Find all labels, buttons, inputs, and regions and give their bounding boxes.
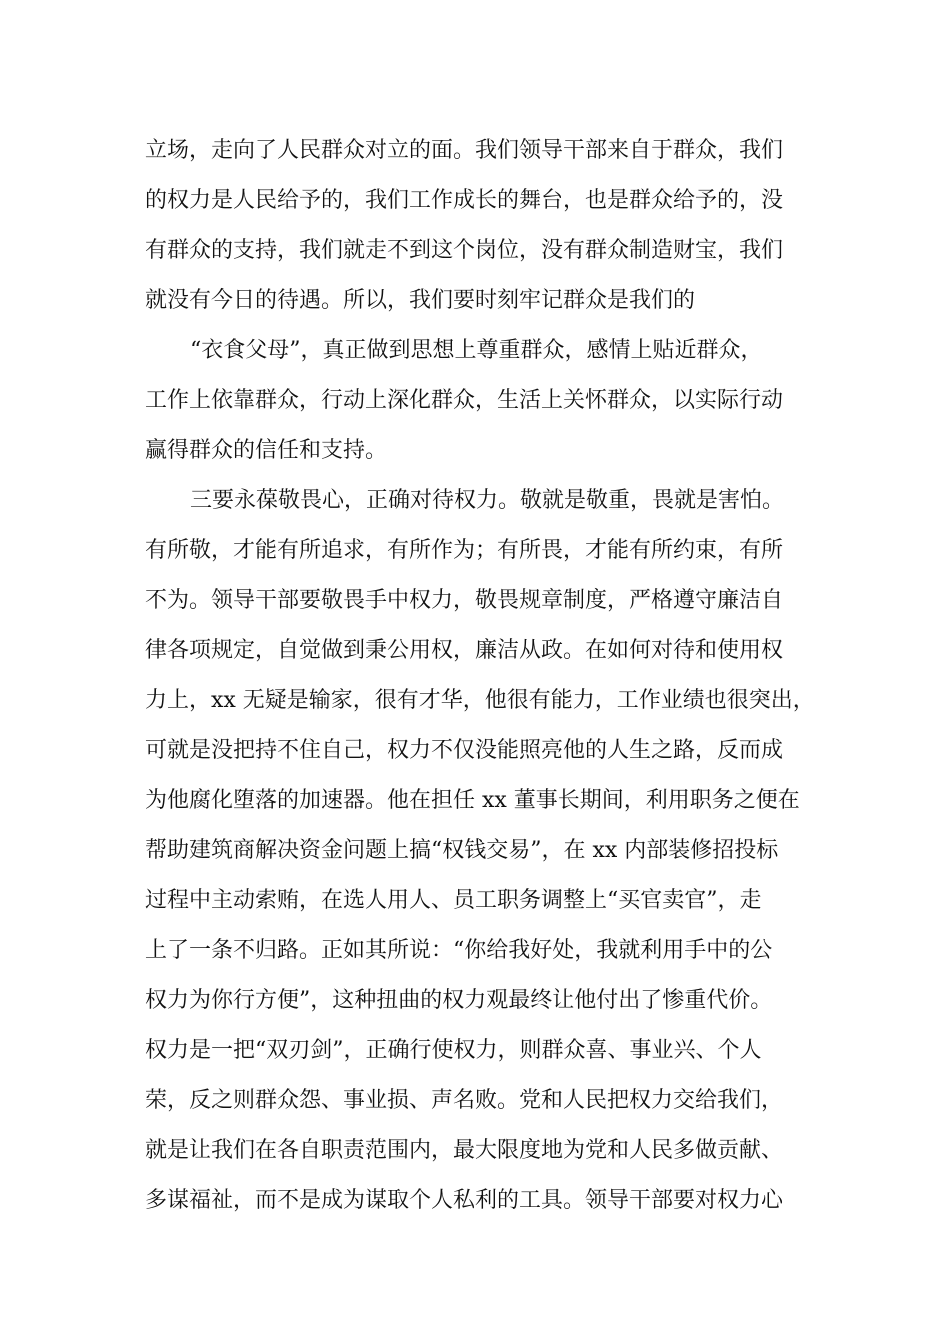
text-line: 帮助建筑商解决资金问题上搞“权钱交易”，在 xx 内部装修招投标 <box>145 838 779 863</box>
text-line: 荣，反之则群众怨、事业损、声名败。党和人民把权力交给我们， <box>145 1088 784 1113</box>
text-line: 的权力是人民给予的，我们工作成长的舞台，也是群众给予的，没 <box>145 188 784 213</box>
text-line: 不为。领导干部要敬畏手中权力，敬畏规章制度，严格遵守廉洁自 <box>145 588 784 613</box>
text-line: 力上，xx 无疑是输家，很有才华，他很有能力，工作业绩也很突出， <box>145 688 815 713</box>
text-line: 三要永葆敬畏心，正确对待权力。敬就是敬重，畏就是害怕。 <box>190 488 785 513</box>
text-line: 为他腐化堕落的加速器。他在担任 xx 董事长期间，利用职务之便在 <box>145 788 800 813</box>
text-line: “衣食父母”，真正做到思想上尊重群众，感情上贴近群众， <box>190 338 763 363</box>
text-line: 就没有今日的待遇。所以，我们要时刻牢记群众是我们的 <box>145 288 696 313</box>
text-line: 就是让我们在各自职责范围内，最大限度地为党和人民多做贡献、 <box>145 1138 784 1163</box>
text-line: 权力是一把“双刃剑”，正确行使权力，则群众喜、事业兴、个人 <box>145 1038 762 1063</box>
text-line: 有群众的支持，我们就走不到这个岗位，没有群众制造财宝，我们 <box>145 238 784 263</box>
text-line: 权力为你行方便”，这种扭曲的权力观最终让他付出了惨重代价。 <box>145 988 773 1013</box>
text-line: 立场，走向了人民群众对立的面。我们领导干部来自于群众，我们 <box>145 138 784 163</box>
text-line: 上了一条不归路。正如其所说：“你给我好处，我就利用手中的公 <box>145 938 773 963</box>
text-line: 有所敬，才能有所追求，有所作为；有所畏，才能有所约束，有所 <box>145 538 784 563</box>
text-line: 可就是没把持不住自己，权力不仅没能照亮他的人生之路，反而成 <box>145 738 784 763</box>
text-line: 过程中主动索贿，在选人用人、员工职务调整上“买官卖官”，走 <box>145 888 762 913</box>
text-line: 工作上依靠群众，行动上深化群众，生活上关怀群众，以实际行动 <box>145 388 784 413</box>
text-line: 多谋福祉，而不是成为谋取个人私利的工具。领导干部要对权力心 <box>145 1188 784 1213</box>
text-line: 赢得群众的信任和支持。 <box>145 438 388 463</box>
text-line: 律各项规定，自觉做到秉公用权，廉洁从政。在如何对待和使用权 <box>145 638 784 663</box>
